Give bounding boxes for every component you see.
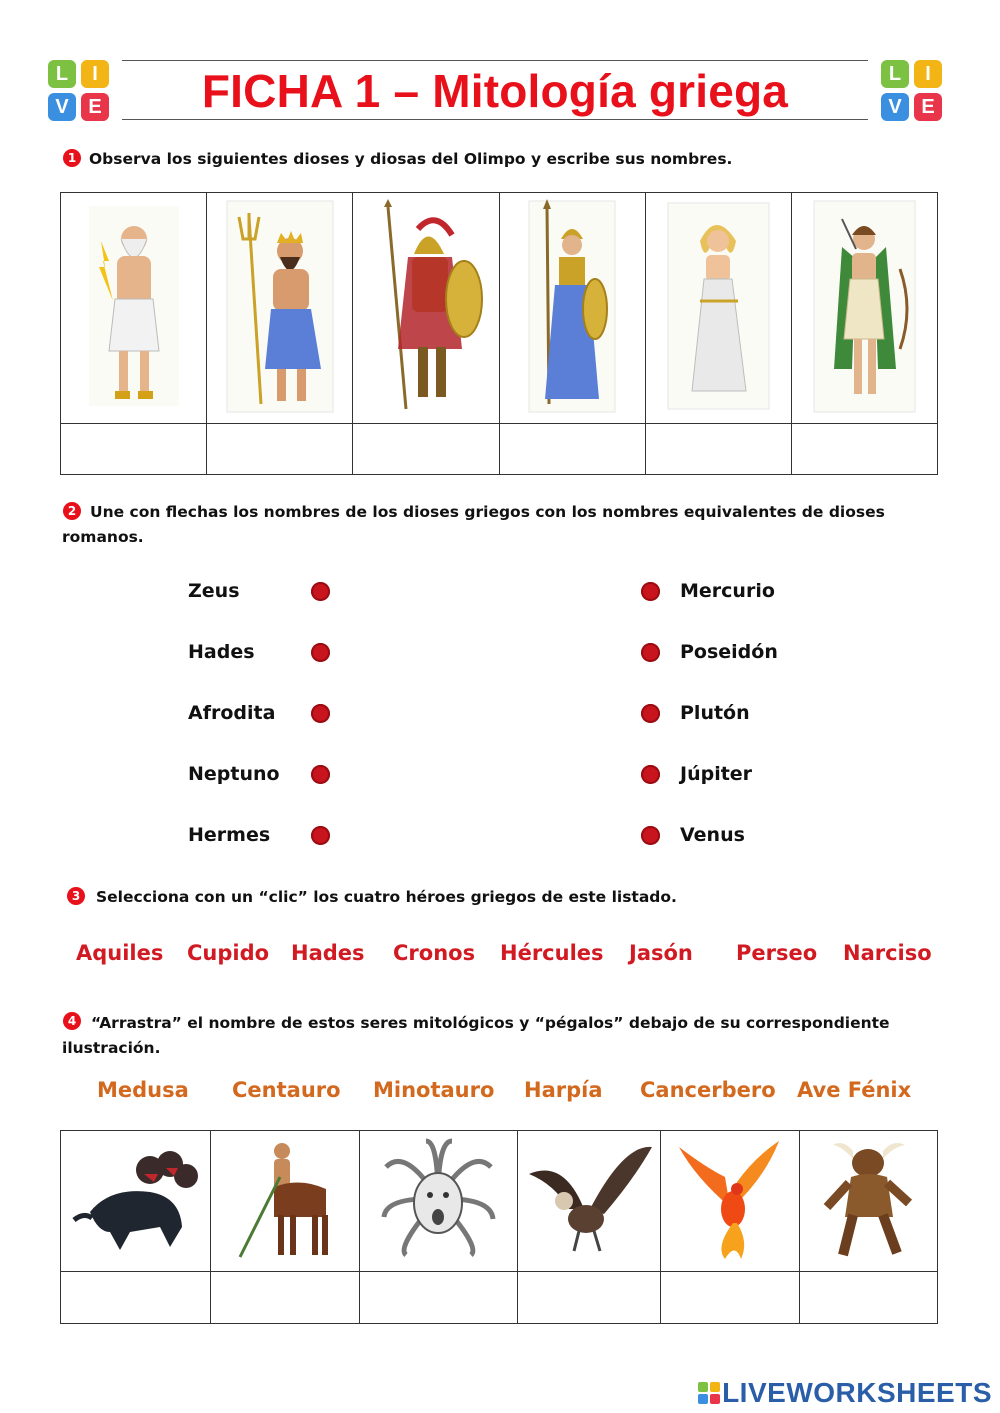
god-image-cell <box>791 193 937 424</box>
phoenix-image <box>675 1137 785 1262</box>
roman-god-name: Venus <box>680 824 745 846</box>
creature-label[interactable]: Harpía <box>524 1078 603 1102</box>
hero-option[interactable]: Cronos <box>393 941 476 965</box>
greek-god-name: Neptuno <box>188 763 280 785</box>
section-3-number: 3 <box>67 887 85 905</box>
centaur-image <box>230 1137 340 1262</box>
creature-label[interactable]: Ave Fénix <box>797 1078 912 1102</box>
header-rule-top <box>122 60 868 61</box>
creature-label[interactable]: Medusa <box>97 1078 189 1102</box>
creature-label[interactable]: Minotauro <box>373 1078 495 1102</box>
match-dot-left[interactable] <box>311 643 330 662</box>
god-name-input-cell[interactable] <box>499 424 645 475</box>
poseidon-figure <box>225 199 335 414</box>
logo-letter: E <box>81 93 109 121</box>
creature-drop-cell[interactable] <box>799 1272 937 1324</box>
zeus-figure <box>79 201 189 411</box>
god-name-input-cell[interactable] <box>61 424 207 475</box>
cerberus-image <box>70 1142 200 1257</box>
god-name-input-cell[interactable] <box>207 424 353 475</box>
ares-figure <box>366 199 486 414</box>
medusa-image <box>376 1137 501 1262</box>
creature-drop-cell[interactable] <box>517 1272 661 1324</box>
match-dot-left[interactable] <box>311 765 330 784</box>
logo-letter: E <box>914 93 942 121</box>
hero-option[interactable]: Perseo <box>736 941 818 965</box>
match-dot-left[interactable] <box>311 826 330 845</box>
god-image-cell <box>207 193 353 424</box>
god-name-input-cell[interactable] <box>353 424 499 475</box>
hero-option[interactable]: Hércules <box>500 941 604 965</box>
creature-label[interactable]: Centauro <box>232 1078 341 1102</box>
creatures-table <box>60 1130 938 1324</box>
god-image-cell <box>499 193 645 424</box>
creature-drop-cell[interactable] <box>210 1272 359 1324</box>
creature-image-cell <box>359 1131 517 1272</box>
hero-option[interactable]: Narciso <box>843 941 932 965</box>
live-logo-right <box>881 60 943 122</box>
page-title: FICHA 1 – Mitología griega <box>201 65 789 117</box>
logo-letter: I <box>914 60 942 88</box>
logo-letter: V <box>881 93 909 121</box>
creature-image-cell <box>210 1131 359 1272</box>
match-dot-right[interactable] <box>641 582 660 601</box>
harpy-image <box>524 1139 654 1259</box>
section-1-instruction: Observa los siguientes dioses y diosas del Olimpo y escribe sus nombres. <box>89 150 733 168</box>
match-dot-right[interactable] <box>641 765 660 784</box>
creature-image-cell <box>61 1131 211 1272</box>
hero-option[interactable]: Aquiles <box>76 941 164 965</box>
roman-god-name: Poseidón <box>680 641 778 663</box>
roman-god-name: Plutón <box>680 702 750 724</box>
hero-option[interactable]: Cupido <box>187 941 270 965</box>
creature-drop-cell[interactable] <box>61 1272 211 1324</box>
greek-god-name: Hades <box>188 641 255 663</box>
match-dot-left[interactable] <box>311 582 330 601</box>
match-dot-right[interactable] <box>641 826 660 845</box>
live-logo-left <box>48 60 110 122</box>
section-3-instruction: Selecciona con un “clic” los cuatro héroes griegos de este listado. <box>96 888 677 906</box>
hero-option[interactable]: Hades <box>291 941 365 965</box>
artemis-figure <box>812 199 917 414</box>
logo-letter: L <box>48 60 76 88</box>
hero-option[interactable]: Jasón <box>629 941 693 965</box>
match-dot-right[interactable] <box>641 704 660 723</box>
god-image-cell <box>61 193 207 424</box>
liveworksheets-mini-logo <box>698 1382 720 1404</box>
minotaur-image <box>813 1137 923 1262</box>
section-2-instruction: Une con flechas los nombres de los dioses griegos con los nombres equivalentes de dioses romanos. <box>62 503 885 546</box>
creature-drop-cell[interactable] <box>661 1272 799 1324</box>
section-4-instruction: “Arrastra” el nombre de estos seres mitológicos y “pégalos” debajo de su correspondiente ilustración. <box>62 1014 890 1057</box>
roman-god-name: Mercurio <box>680 580 775 602</box>
athena-figure <box>527 199 617 414</box>
gods-table <box>60 192 938 475</box>
greek-god-name: Zeus <box>188 580 240 602</box>
god-image-cell <box>353 193 499 424</box>
logo-letter: I <box>81 60 109 88</box>
liveworksheets-brand[interactable]: LIVEWORKSHEETS <box>722 1377 992 1408</box>
logo-letter: L <box>881 60 909 88</box>
greek-god-name: Hermes <box>188 824 271 846</box>
god-image-cell <box>645 193 791 424</box>
god-name-input-cell[interactable] <box>645 424 791 475</box>
god-name-input-cell[interactable] <box>791 424 937 475</box>
section-1-number: 1 <box>63 149 81 167</box>
greek-god-name: Afrodita <box>188 702 276 724</box>
aphrodite-figure <box>666 201 771 411</box>
section-4-number: 4 <box>63 1012 81 1030</box>
creature-image-cell <box>661 1131 799 1272</box>
match-dot-right[interactable] <box>641 643 660 662</box>
creature-drop-cell[interactable] <box>359 1272 517 1324</box>
match-dot-left[interactable] <box>311 704 330 723</box>
section-2-number: 2 <box>63 502 81 520</box>
header-rule-bottom <box>122 119 868 120</box>
roman-god-name: Júpiter <box>680 763 753 785</box>
creature-image-cell <box>799 1131 937 1272</box>
creature-image-cell <box>517 1131 661 1272</box>
creature-label[interactable]: Cancerbero <box>640 1078 776 1102</box>
logo-letter: V <box>48 93 76 121</box>
